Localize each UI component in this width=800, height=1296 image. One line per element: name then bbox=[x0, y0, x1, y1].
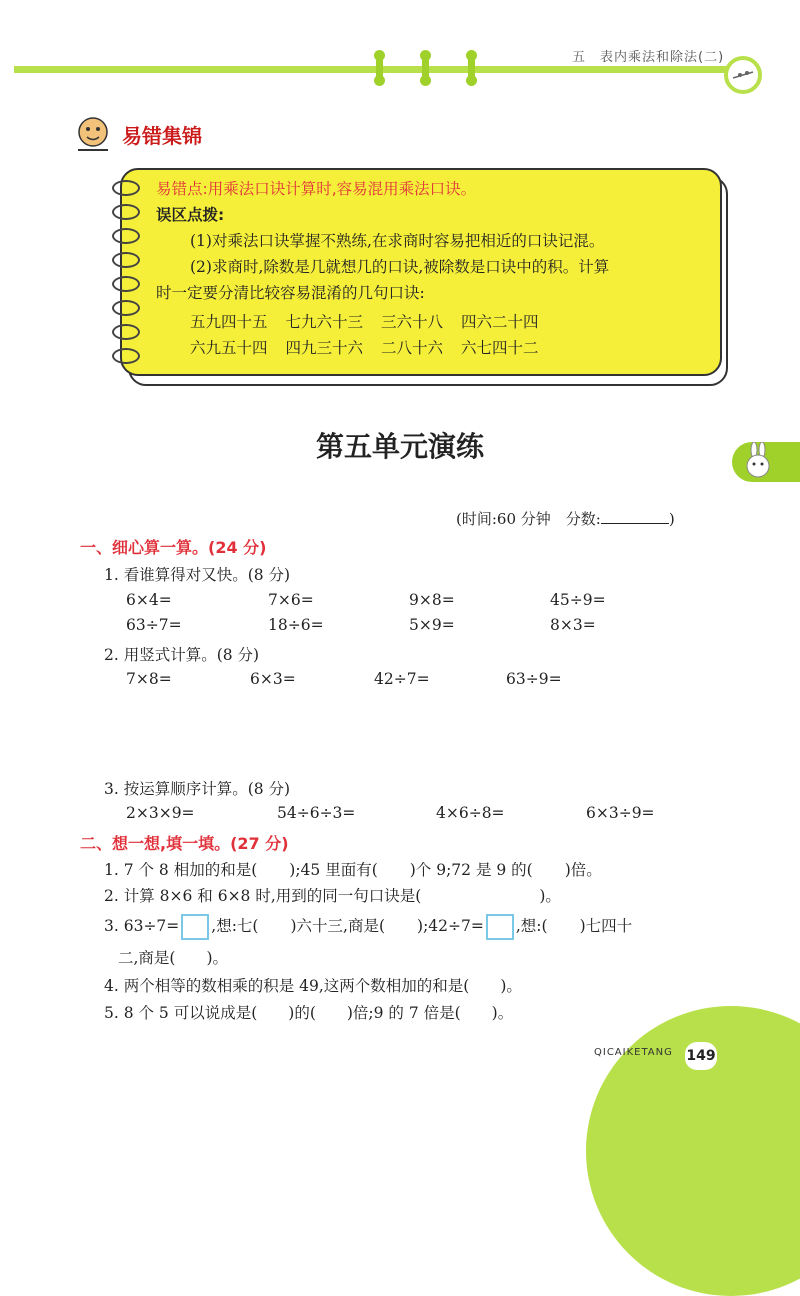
ring-binder bbox=[112, 300, 140, 316]
rhymes-row bbox=[190, 310, 557, 332]
question-text: );45 里面有( bbox=[289, 861, 378, 879]
problem-row bbox=[0, 591, 800, 611]
problem-row bbox=[0, 616, 800, 636]
footer-brand: QICAIKETANG bbox=[594, 1047, 673, 1058]
problem-row bbox=[0, 804, 800, 824]
answer-box[interactable] bbox=[486, 914, 514, 940]
problem: 4×6÷8= bbox=[436, 804, 505, 822]
ring-binder bbox=[112, 180, 140, 196]
question-text: 1. 7 个 8 相加的和是( bbox=[104, 861, 258, 879]
problem: 63÷7= bbox=[126, 616, 182, 634]
question-text: )。 bbox=[539, 887, 561, 905]
section1-title: 一、细心算一算。(24 分) bbox=[80, 538, 267, 557]
cartoon-character-icon bbox=[72, 112, 114, 154]
bunny-icon bbox=[732, 442, 800, 482]
section2-title: 二、想一想,填一填。(27 分) bbox=[80, 834, 289, 853]
problem: 8×3= bbox=[550, 616, 596, 634]
tip-text: (2)求商时,除数是几就想几的口诀,被除数是口诀中的积。计算 bbox=[190, 258, 610, 276]
page-number: 149 bbox=[683, 1040, 719, 1072]
chapter-title: 五 表内乘法和除法(二) bbox=[572, 50, 725, 65]
mistake-point: 易错点:用乘法口诀计算时,容易混用乘法口诀。 bbox=[156, 180, 477, 198]
ring-binder bbox=[112, 204, 140, 220]
question-text: )倍。 bbox=[564, 861, 602, 879]
problem: 9×8= bbox=[409, 591, 455, 609]
rhyme: 四六二十四 bbox=[461, 313, 539, 331]
tip-text: (1)对乘法口诀掌握不熟练,在求商时容易把相近的口诀记混。 bbox=[190, 232, 605, 250]
rhyme: 七九六十三 bbox=[285, 313, 364, 331]
question-text: 3. 63÷7= bbox=[104, 917, 180, 935]
problem: 18÷6= bbox=[268, 616, 324, 634]
header-peg bbox=[422, 52, 429, 84]
rhyme: 四九三十六 bbox=[285, 339, 364, 357]
problem: 7×6= bbox=[268, 591, 314, 609]
question-title: 2. 用竖式计算。(8 分) bbox=[104, 646, 260, 664]
problem: 7×8= bbox=[126, 670, 172, 688]
rhyme: 五九四十五 bbox=[190, 313, 268, 331]
problem: 6×4= bbox=[126, 591, 172, 609]
fill-question bbox=[104, 884, 561, 906]
header-peg bbox=[468, 52, 475, 84]
problem: 6×3÷9= bbox=[586, 804, 655, 822]
tips-label: 误区点拨: bbox=[156, 206, 225, 224]
ring-binder bbox=[112, 324, 140, 340]
question-title: 3. 按运算顺序计算。(8 分) bbox=[104, 780, 291, 798]
problem: 42÷7= bbox=[374, 670, 430, 688]
question-text: )六十三,商是( bbox=[290, 917, 386, 935]
problem: 5×9= bbox=[409, 616, 455, 634]
problem: 45÷9= bbox=[550, 591, 606, 609]
problem: 54÷6÷3= bbox=[277, 804, 356, 822]
problem: 2×3×9= bbox=[126, 804, 195, 822]
fill-question: 4. 两个相等的数相乘的积是 49,这两个数相加的和是( )。 bbox=[104, 977, 522, 995]
question-text: ,想:七( bbox=[211, 917, 259, 935]
question-text: )个 9;72 是 9 的( bbox=[409, 861, 533, 879]
time-score-line bbox=[456, 508, 675, 529]
question-text: ,想:( bbox=[515, 917, 548, 935]
section-title: 易错集锦 bbox=[122, 124, 202, 148]
question-text: 2. 计算 8×6 和 6×8 时,用到的同一句口诀是( bbox=[104, 887, 422, 905]
answer-box[interactable] bbox=[181, 914, 209, 940]
question-text: 二,商是( )。 bbox=[118, 949, 229, 967]
time-score-close: ) bbox=[668, 510, 675, 528]
problem: 6×3= bbox=[250, 670, 296, 688]
score-blank[interactable] bbox=[601, 509, 669, 524]
unit-title: 第五单元演练 bbox=[315, 430, 484, 463]
problem-row bbox=[0, 670, 800, 690]
tip-text: 时一定要分清比较容易混淆的几句口诀: bbox=[156, 284, 425, 302]
question-title: 1. 看谁算得对又快。(8 分) bbox=[104, 566, 291, 584]
rhyme: 二八十六 bbox=[381, 339, 444, 357]
ring-binder bbox=[112, 348, 140, 364]
ring-binder bbox=[112, 276, 140, 292]
header-peg bbox=[376, 52, 383, 84]
question-text: );42÷7= bbox=[417, 917, 484, 935]
problem: 63÷9= bbox=[506, 670, 562, 688]
time-score-label: (时间:60 分钟 分数: bbox=[456, 510, 601, 528]
question-text: )七四十 bbox=[579, 917, 633, 935]
fill-question bbox=[104, 858, 602, 880]
rhyme: 六七四十二 bbox=[461, 339, 539, 357]
ring-binder bbox=[112, 252, 140, 268]
rhyme: 三六十八 bbox=[381, 313, 444, 331]
ring-binder bbox=[112, 228, 140, 244]
rhymes-row bbox=[190, 336, 557, 358]
rhyme: 六九五十四 bbox=[190, 339, 268, 357]
fill-question: 5. 8 个 5 可以说成是( )的( )倍;9 的 7 倍是( )。 bbox=[104, 1004, 514, 1022]
bird-branch-icon bbox=[724, 56, 762, 94]
fill-question bbox=[104, 914, 632, 940]
